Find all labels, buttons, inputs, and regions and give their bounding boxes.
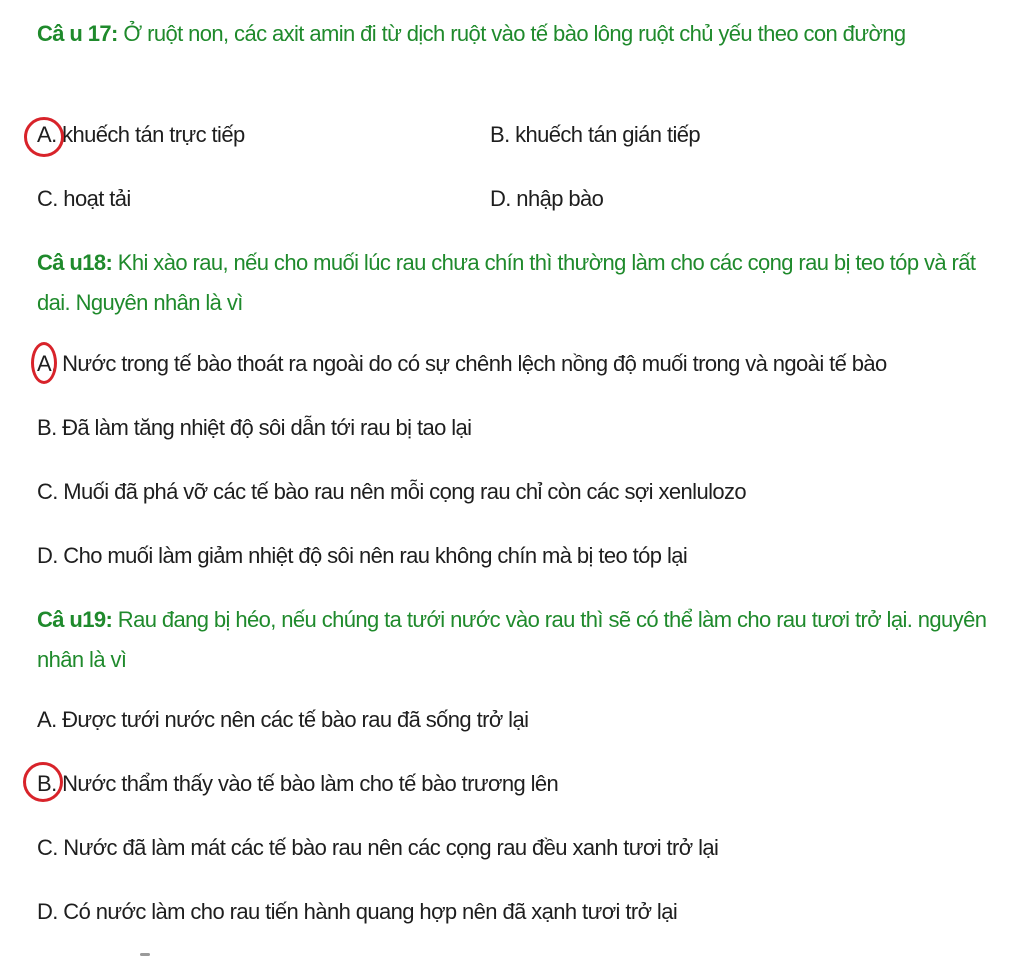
question-18-option-a[interactable]: A. Nước trong tế bào thoát ra ngoài do có sự chênh lệch nồng độ muối trong và ngoài tế bào (37, 351, 887, 376)
question-19-option-b[interactable]: B. Nước thẩm thấy vào tế bào làm cho tế bào trương lên (37, 771, 559, 796)
question-17-option-c[interactable]: C. hoạt tải (37, 186, 131, 211)
answer-circle-mark (31, 342, 57, 384)
question-17 (37, 14, 1012, 54)
question-18-option-c[interactable]: C. Muối đã phá vỡ các tế bào rau nên mỗi cọng rau chỉ còn các sợi xenlulozo (37, 479, 747, 504)
page-edge-mark (140, 953, 150, 956)
question-17-label: Câ u 17: (37, 21, 118, 46)
question-18 (37, 243, 1012, 323)
question-19-label: Câ u19: (37, 607, 113, 632)
question-19-option-d[interactable]: D. Có nước làm cho rau tiến hành quang hợp nên đã xạnh tươi trở lại (37, 899, 678, 924)
question-18-option-b[interactable]: B. Đã làm tăng nhiệt độ sôi dẫn tới rau bị tao lại (37, 415, 472, 440)
answer-circle-mark (23, 762, 63, 802)
question-19-option-c[interactable]: C. Nước đã làm mát các tế bào rau nên các cọng rau đều xanh tươi trở lại (37, 835, 719, 860)
answer-circle-mark (24, 117, 64, 157)
question-18-label: Câ u18: (37, 250, 113, 275)
question-18-text: Khi xào rau, nếu cho muối lúc rau chưa chín thì thường làm cho các cọng rau bị teo tóp và rất dai. Nguyên nhân là vì (37, 250, 976, 315)
question-17-option-a[interactable]: A. khuếch tán trực tiếp (37, 122, 245, 147)
question-17-option-d[interactable]: D. nhập bào (490, 186, 604, 211)
question-19-text: Rau đang bị héo, nếu chúng ta tưới nước vào rau thì sẽ có thể làm cho rau tươi trở lại. nguyên nhân là vì (37, 607, 987, 672)
question-19 (37, 600, 1012, 680)
question-18-option-d[interactable]: D. Cho muối làm giảm nhiệt độ sôi nên rau không chín mà bị teo tóp lại (37, 543, 688, 568)
question-17-text: Ở ruột non, các axit amin đi từ dịch ruột vào tế bào lông ruột chủ yếu theo con đường (123, 21, 906, 46)
question-19-option-a[interactable]: A. Được tưới nước nên các tế bào rau đã sống trở lại (37, 707, 529, 732)
question-17-option-b[interactable]: B. khuếch tán gián tiếp (490, 122, 701, 147)
